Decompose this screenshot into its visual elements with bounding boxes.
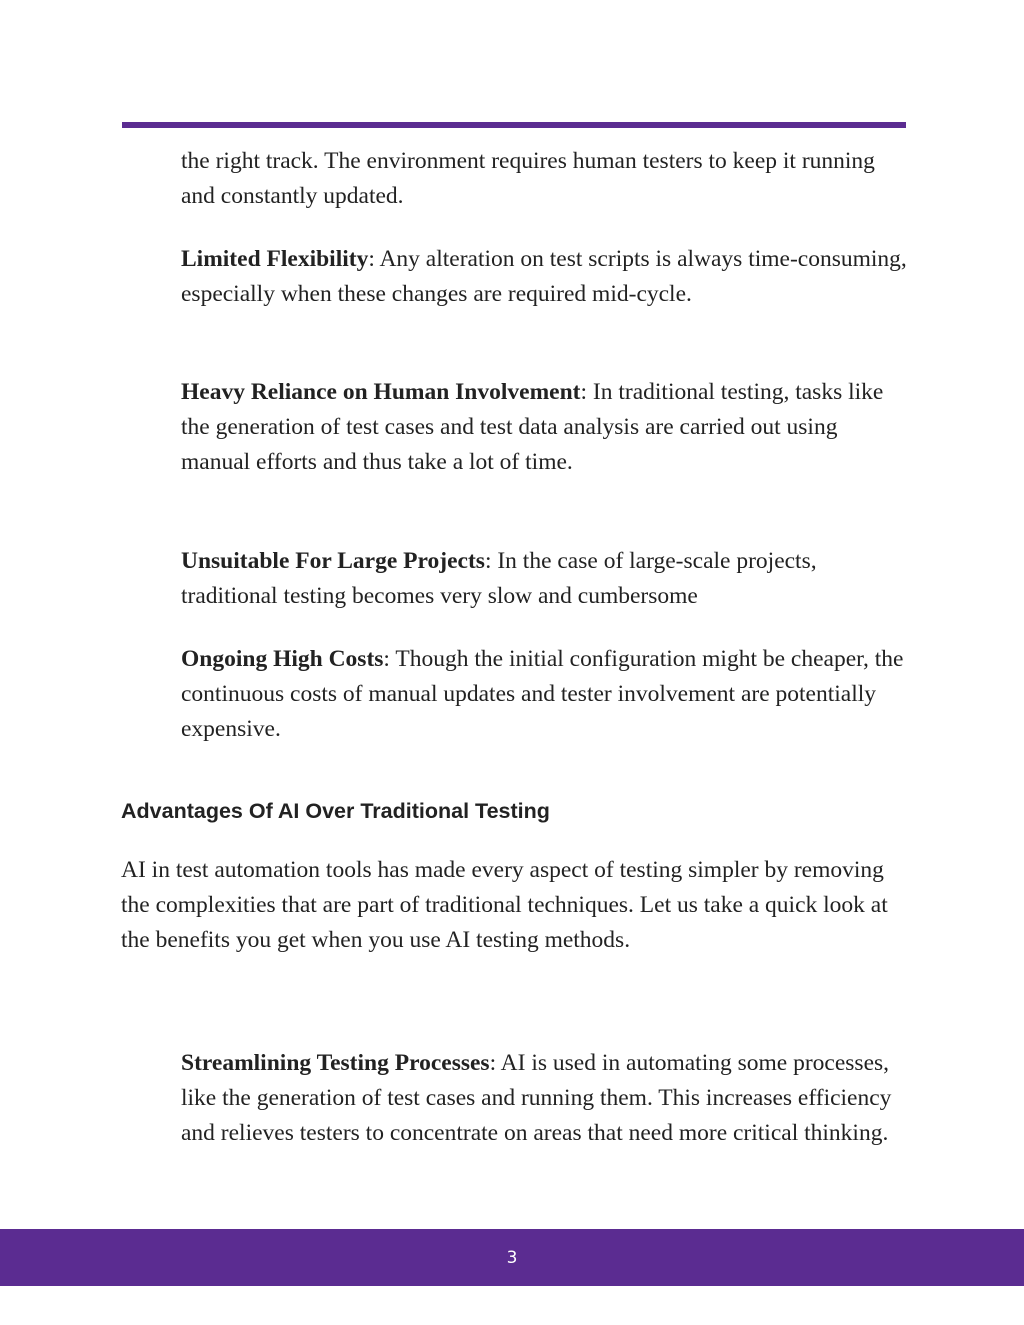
list-item-description: : AI is used in automating some processes, like the generation of test cases and running them. This increases efficiency and relieves testers to concentrate on areas that need more critical thinking. (181, 1050, 892, 1146)
list-item-term: Limited Flexibility (181, 246, 369, 272)
list-item-term: Streamlining Testing Processes (181, 1050, 490, 1076)
header-rule (122, 122, 906, 128)
continuation-paragraph: the right track. The environment requires human testers to keep it running and constantly updated. (181, 148, 875, 209)
footer-bar (0, 1229, 1024, 1286)
list-item-large-projects (181, 544, 911, 614)
list-item-streamlining (181, 1046, 911, 1150)
section-heading: Advantages Of AI Over Traditional Testing (121, 799, 550, 823)
list-item-high-costs (181, 642, 911, 746)
list-item-description: : Any alteration on test scripts is always time-consuming, especially when these changes are required mid-cycle. (181, 246, 907, 307)
section-intro-paragraph: AI in test automation tools has made every aspect of testing simpler by removing the complexities that are part of traditional techniques. Let us take a quick look at the benefits you get when you use AI testing methods. (121, 857, 888, 953)
page-number: 3 (506, 1248, 518, 1268)
list-item-term: Ongoing High Costs (181, 646, 384, 672)
list-item-description: : In the case of large-scale projects, traditional testing becomes very slow and cumbersome (181, 548, 817, 609)
list-item-description: : In traditional testing, tasks like the generation of test cases and test data analysis are carried out using manual efforts and thus take a lot of time. (181, 379, 884, 475)
list-item-limited-flexibility (181, 242, 911, 312)
list-item-term: Heavy Reliance on Human Involvement (181, 379, 581, 405)
list-item-description: : Though the initial configuration might be cheaper, the continuous costs of manual updates and tester involvement are potentially expensive. (181, 646, 904, 742)
list-item-term: Unsuitable For Large Projects (181, 548, 485, 574)
list-item-human-involvement (181, 375, 911, 479)
